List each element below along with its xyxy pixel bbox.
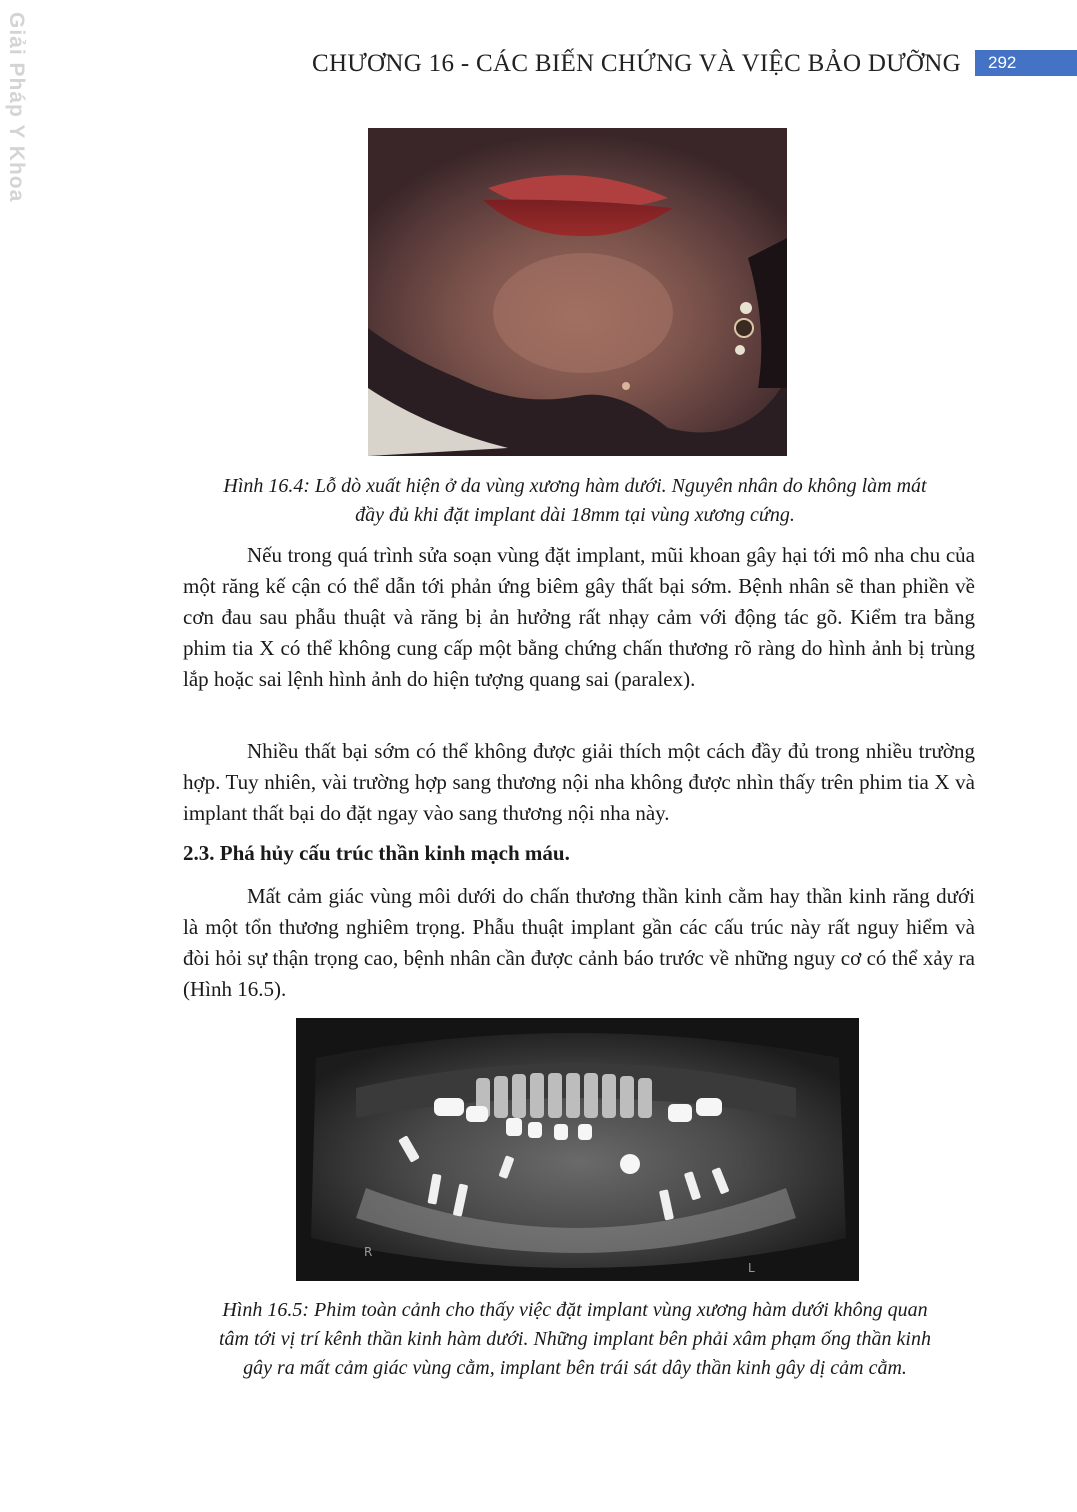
caption-line: đầy đủ khi đặt implant dài 18mm tại vùng xương cứng. <box>355 504 795 526</box>
paragraph: Nhiều thất bại sớm có thể không được giải thích một cách đầy đủ trong nhiều trường hợp. Tuy nhiên, vài trường hợp sang thương nội nha không được nhìn thấy trên phim tia X và implant thất bại do đặt ngay vào sang thương nội nha này. <box>183 739 975 825</box>
caption-line: gây ra mất cảm giác vùng cằm, implant bên trái sát dây thần kinh gây dị cảm cằm. <box>243 1357 907 1379</box>
figure-16-4-caption <box>150 472 1000 530</box>
chin-fistula-photo <box>368 128 787 456</box>
chin <box>493 253 673 373</box>
caption-line: Hình 16.4: Lỗ dò xuất hiện ở da vùng xương hàm dưới. Nguyên nhân do không làm mát <box>223 475 927 497</box>
caption-line: tâm tới vị trí kênh thần kinh hàm dưới. Những implant bên phải xâm phạm ống thần kinh <box>219 1328 931 1350</box>
figure-16-4-photo <box>368 128 787 456</box>
fistula-mark <box>622 382 630 390</box>
paragraph: Nếu trong quá trình sửa soạn vùng đặt implant, mũi khoan gây hại tới mô nha chu của một răng kế cận có thể dẫn tới phản ứng biêm gây thất bại sớm. Bệnh nhân sẽ than phiền về cơn đau sau phẫu thuật và răng bị ản hưởng rất nhạy cảm với động tác gõ. Kiểm tra bằng phim tia X có thể không cung cấp một bằng chứng chấn thương rõ ràng do hình ảnh bị trùng lắp hoặc sai lệnh hình ảnh do hiện tượng quang sai (paralex). <box>183 543 975 691</box>
page-header <box>0 48 1077 82</box>
figure-16-5-xray <box>296 1018 859 1281</box>
chapter-title: CHƯƠNG 16 - CÁC BIẾN CHỨNG VÀ VIỆC BẢO DƯỠNG <box>312 50 961 77</box>
marker-l: L <box>748 1261 755 1275</box>
page-number-badge: 292 <box>975 50 1077 76</box>
figure-16-5-caption <box>150 1296 1000 1383</box>
caption-line: Hình 16.5: Phim toàn cảnh cho thấy việc đặt implant vùng xương hàm dưới không quan <box>222 1299 928 1321</box>
section-heading: 2.3. Phá hủy cấu trúc thần kinh mạch máu. <box>183 841 570 865</box>
marker-r: R <box>364 1245 373 1259</box>
paragraph: Mất cảm giác vùng môi dưới do chấn thương thần kinh cằm hay thần kinh răng dưới là một tổn thương nghiêm trọng. Phẫu thuật implant gần các cấu trúc này rất nguy hiểm và đòi hỏi sự thận trọng cao, bệnh nhân cần được cảnh báo trước về những nguy cơ có thể xảy ra (Hình 16.5). <box>183 884 975 1001</box>
panoramic-xray <box>296 1018 859 1281</box>
watermark: Giải Pháp Y Khoa <box>5 12 28 203</box>
